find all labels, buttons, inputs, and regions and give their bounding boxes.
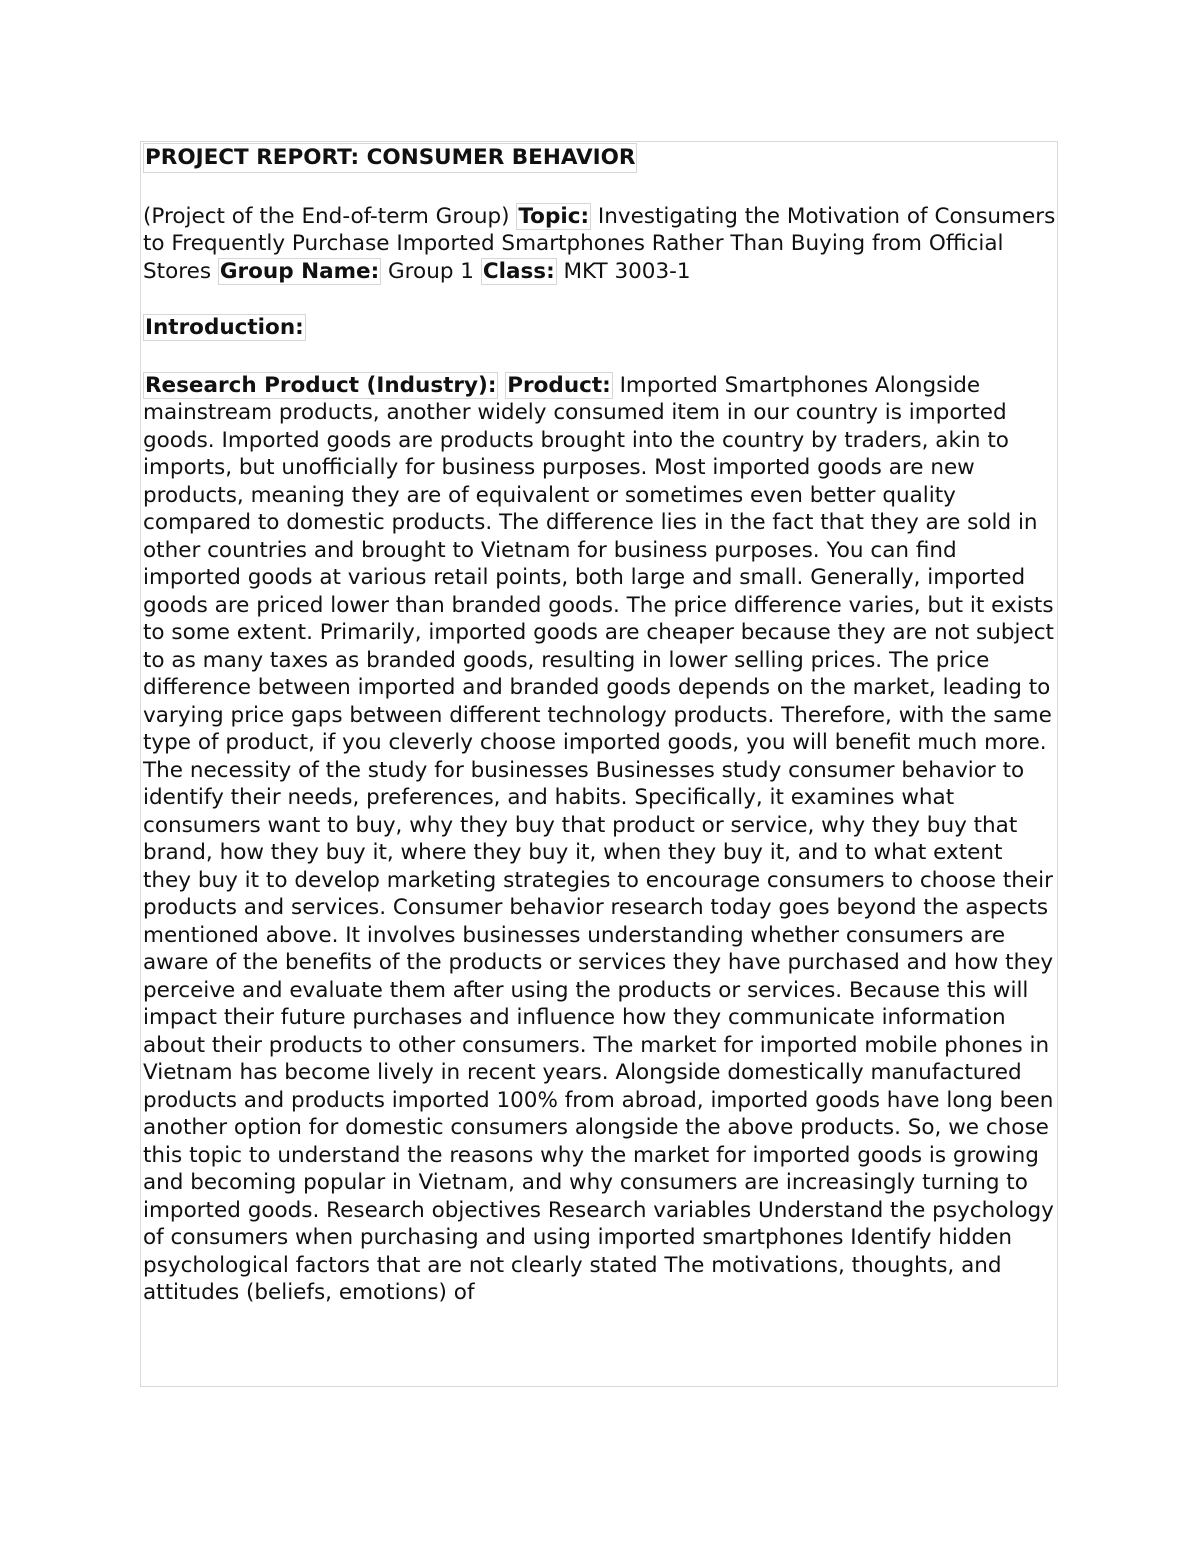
intro-paragraph (143, 203, 1057, 286)
class-text: MKT 3003-1 (556, 258, 691, 284)
topic-text: Investigating the Motivation of Consumers to Frequently Purchase Imported Smartphones Rather Than Buying from Official Stores (143, 203, 1056, 284)
topic-label: Topic: (518, 203, 590, 229)
class-label: Class: (482, 258, 555, 284)
title-block (143, 142, 1057, 173)
research-product-label: Research Product (Industry): (145, 372, 497, 398)
document-body (143, 142, 1057, 1307)
body-paragraph (143, 372, 1057, 1307)
document-page (140, 141, 1058, 1387)
group-name-label: Group Name: (219, 258, 380, 284)
body-text: Imported Smartphones Alongside mainstream products, another widely consumed item in our country is imported goods. Imported goods are products brought into the country by traders, akin to imports, but unofficially for business purposes. Most imported goods are new products, meaning they are of equivalent or sometimes even better quality compared to domestic products. The difference lies in the fact that they are sold in other countries and brought to Vietnam for business purposes. You can find imported goods at various retail points, both large and small. Generally, imported goods are priced lower than branded goods. The price difference varies, but it exists to some extent. Primarily, imported goods are cheaper because they are not subject to as many taxes as branded goods, resulting in lower selling prices. The price difference between imported and branded goods depends on the market, leading to varying price gaps between different technology products. Therefore, with the same type of product, if you cleverly choose imported goods, you will benefit much more. The necessity of the study for businesses Businesses study consumer behavior to identify their needs, preferences, and habits. Specifically, it examines what consumers want to buy, why they buy that product or service, why they buy that brand, how they buy it, where they buy it, when they buy it, and to what extent they buy it to develop marketing strategies to encourage consumers to choose their products and services. Consumer behavior research today goes beyond the aspects mentioned above. It involves businesses understanding whether consumers are aware of the benefits of the products or services they have purchased and how they perceive and evaluate them after using the products or services. Because this will impact their future purchases and influence how they communicate information about their products to other consumers. The market for imported mobile phones in Vietnam has become lively in recent years. Alongside domestically manufactured products and products imported 100% from abroad, imported goods have long been another option for domestic consumers alongside the above products. So, we chose this topic to understand the reasons why the market for imported goods is growing and becoming popular in Vietnam, and why consumers are increasingly turning to imported goods. Research objectives Research variables Understand the psychology of consumers when purchasing and using imported smartphones Identify hidden psychological factors that are not clearly stated The motivations, thoughts, and attitudes (beliefs, emotions) of (143, 372, 1054, 1305)
spacer (143, 342, 1057, 372)
introduction-heading-block (143, 314, 1057, 342)
group-name-text: Group 1 (381, 258, 481, 284)
introduction-heading: Introduction: (145, 315, 304, 340)
intro-prefix: (Project of the End-of-term Group) (143, 203, 517, 229)
product-label: Product: (507, 372, 611, 398)
page-title: PROJECT REPORT: CONSUMER BEHAVIOR (143, 143, 637, 173)
spacer (143, 173, 1057, 203)
spacer (143, 285, 1057, 314)
